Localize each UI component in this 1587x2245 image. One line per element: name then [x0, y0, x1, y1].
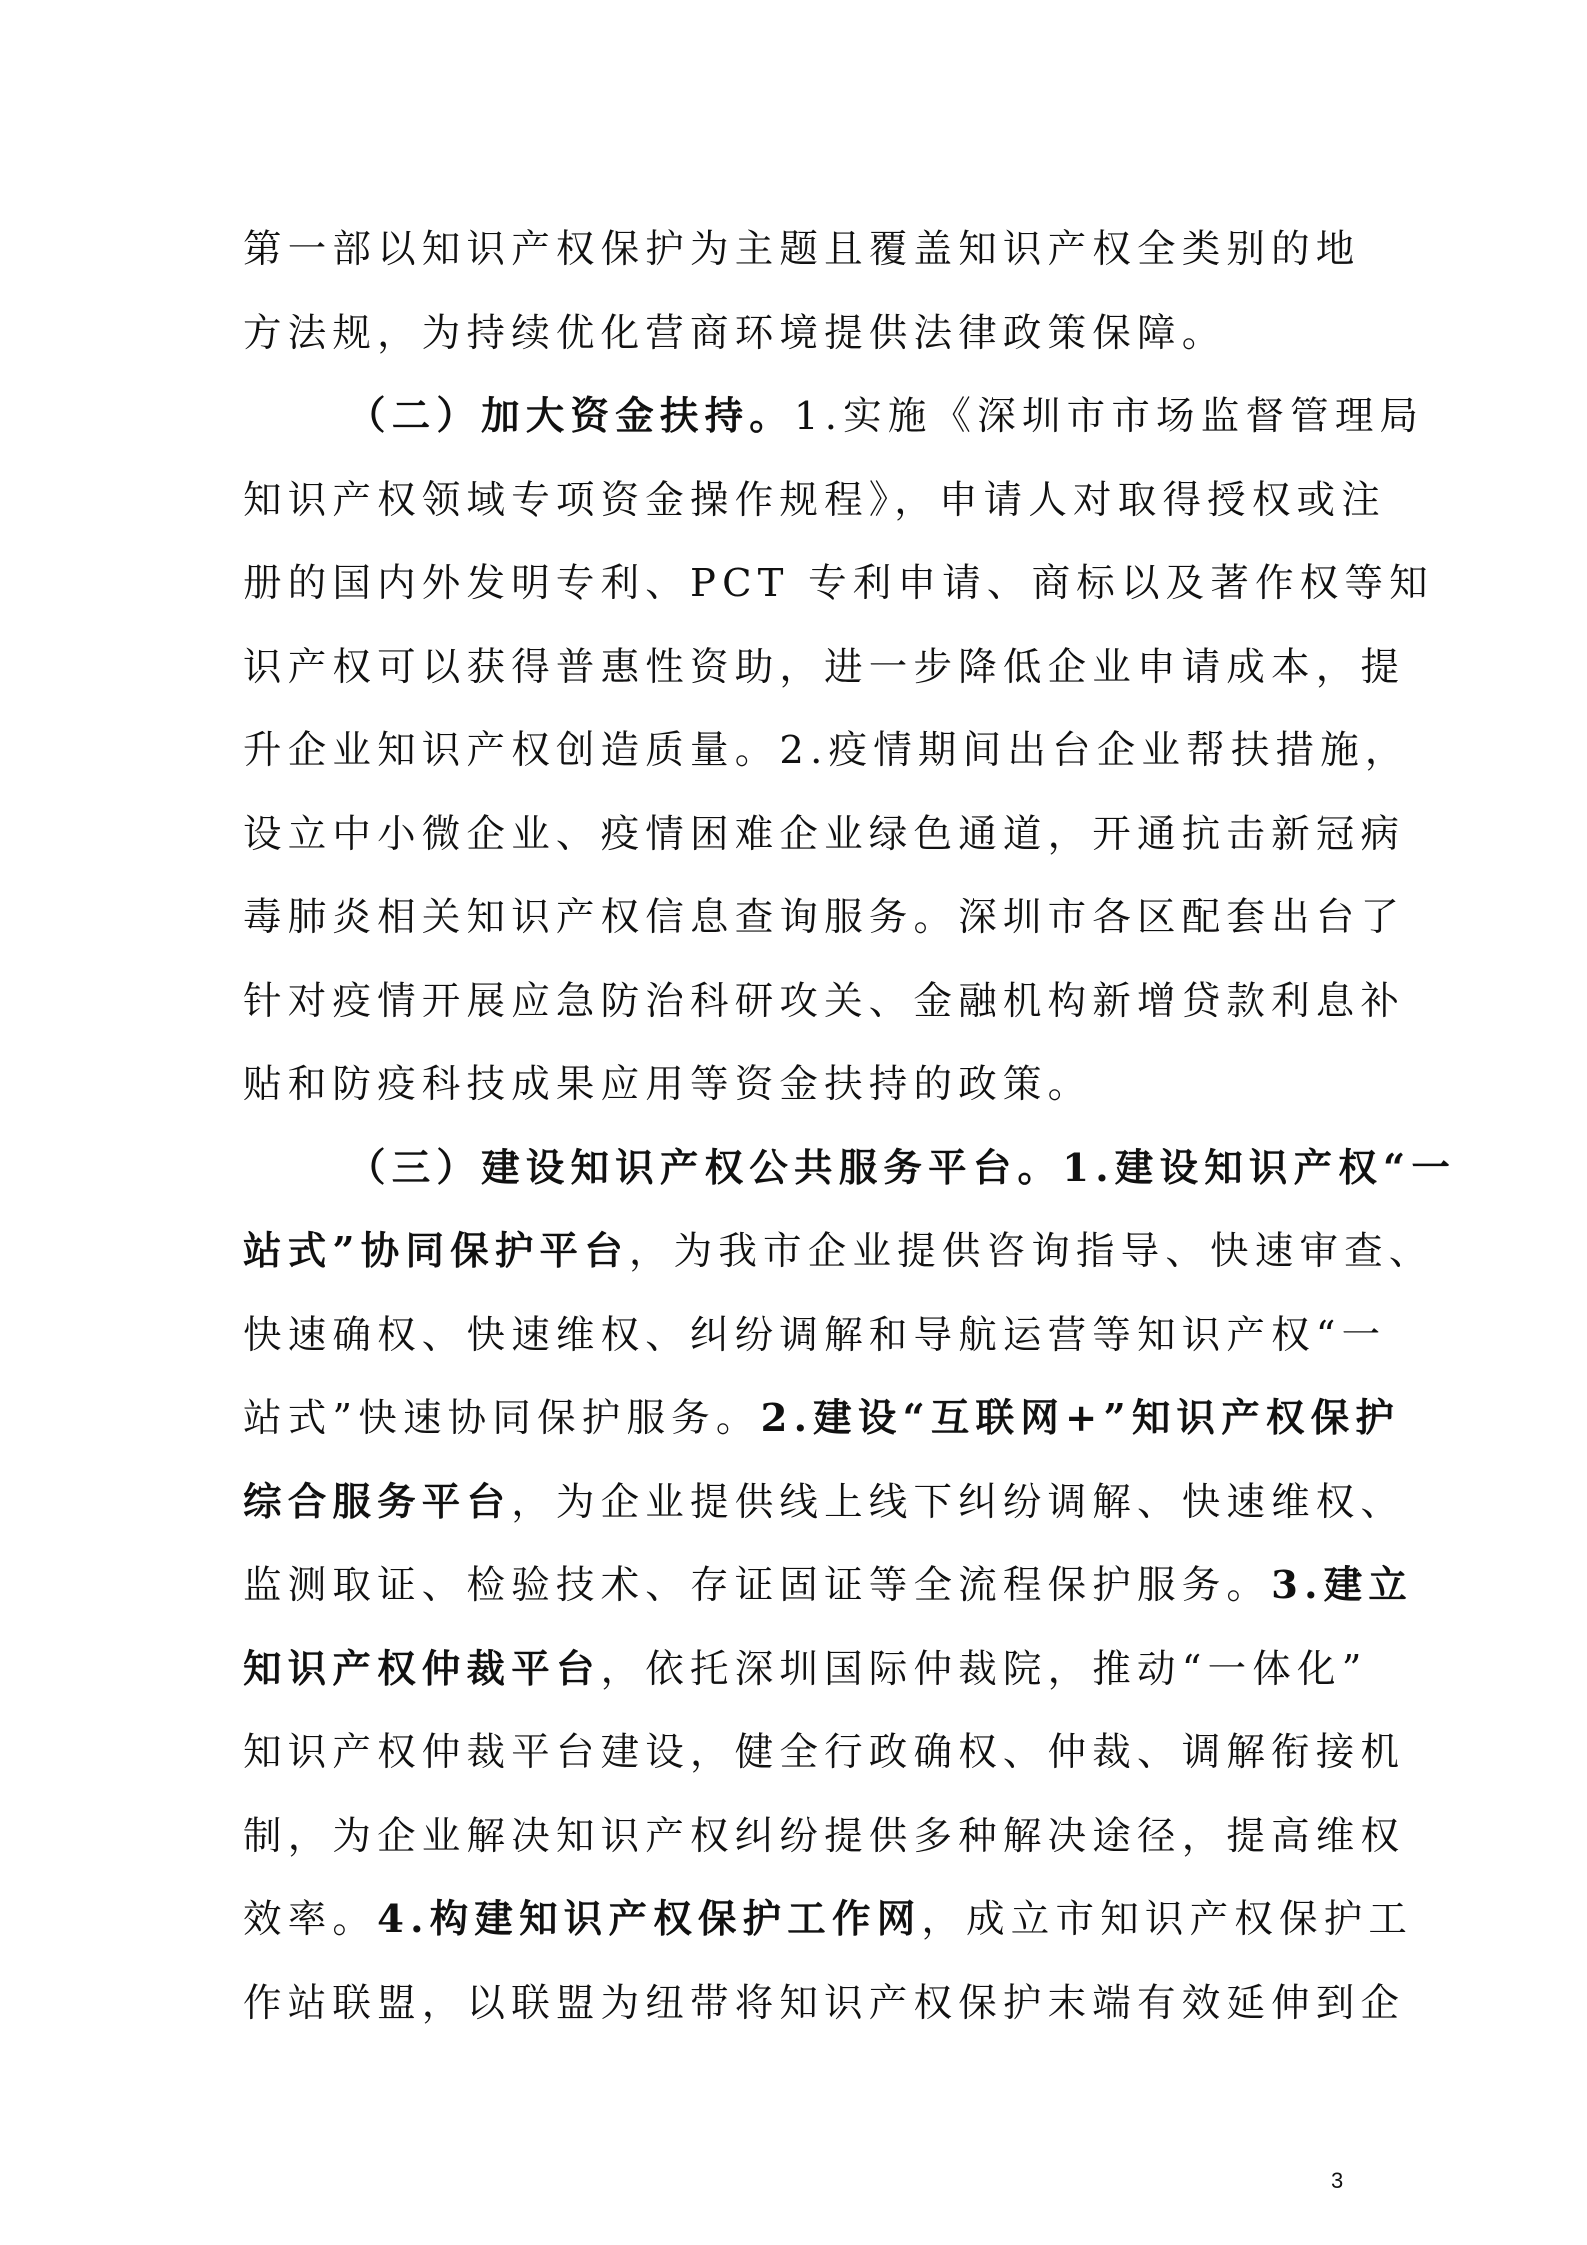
text-line [243, 1628, 1368, 1712]
text-line: 快速确权、快速维权、纠纷调解和导航运营等知识产权“一 [243, 1312, 1387, 1358]
bold-span: 站式”协同保护平台 [243, 1229, 629, 1274]
text-line [243, 375, 1425, 459]
text-line [243, 1127, 1457, 1211]
text-line: 毒肺炎相关知识产权信息查询服务。深圳市各区配套出台了 [243, 895, 1406, 940]
text-line: 方法规，为持续优化营商环境提供法律政策保障。 [243, 310, 1227, 356]
text-span: ，成立市知识产权保护工 [921, 1897, 1414, 1942]
text-line [243, 1377, 1401, 1461]
bold-span: 3.建立 [1271, 1563, 1414, 1608]
text-line [243, 1544, 1414, 1628]
text-line: 作站联盟，以联盟为纽带将知识产权保护末端有效延伸到企 [243, 1980, 1406, 2026]
text-line: 识产权可以获得普惠性资助，进一步降低企业申请成本，提 [243, 644, 1406, 690]
text-line [243, 1878, 1414, 1962]
text-span: ，为我市企业提供咨询指导、快速审查、 [628, 1229, 1434, 1274]
text-line: 贴和防疫科技成果应用等资金扶持的政策。 [243, 1062, 1093, 1107]
section-heading: （三）建设知识产权公共服务平台。1.建设知识产权“一 [347, 1145, 1457, 1191]
text-line [243, 1210, 1434, 1294]
bold-span: 2.建设“互联网+”知识产权保护 [760, 1396, 1401, 1441]
text-span: 站式”快速协同保护服务。 [243, 1396, 761, 1441]
text-line: 升企业知识产权创造质量。2.疫情期间出台企业帮扶措施， [243, 728, 1410, 773]
text-line: 知识产权领域专项资金操作规程》，申请人对取得授权或注 [243, 477, 1386, 523]
bold-span: 知识产权仲裁平台 [243, 1646, 601, 1692]
text-span: ，依托深圳国际仲裁院，推动“一体化” [600, 1646, 1368, 1692]
text-span: 1.实施《深圳市市场监督管理局 [794, 394, 1425, 439]
text-span: 监测取证、检验技术、存证固证等全流程保护服务。 [243, 1563, 1272, 1608]
bold-span: 综合服务平台 [243, 1479, 512, 1525]
body-text [243, 208, 1457, 2045]
text-span: 效率。 [243, 1897, 378, 1942]
text-span: ，为企业提供线上线下纠纷调解、快速维权、 [511, 1479, 1406, 1525]
section-heading: （二）加大资金扶持。 [347, 394, 795, 439]
text-line: 设立中小微企业、疫情困难企业绿色通道，开通抗击新冠病 [243, 811, 1406, 857]
bold-span: 4.构建知识产权保护工作网 [377, 1897, 922, 1942]
text-line: 针对疫情开展应急防治科研攻关、金融机构新增贷款利息补 [243, 978, 1406, 1024]
text-line: 知识产权仲裁平台建设，健全行政确权、仲裁、调解衔接机 [243, 1730, 1406, 1775]
page-number: 3 [1331, 2168, 1344, 2193]
text-line: 制，为企业解决知识产权纠纷提供多种解决途径，提高维权 [243, 1813, 1406, 1859]
text-line: 册的国内外发明专利、PCT 专利申请、商标以及著作权等知 [243, 561, 1434, 606]
text-line: 第一部以知识产权保护为主题且覆盖知识产权全类别的地 [243, 227, 1361, 272]
text-line [243, 1461, 1406, 1545]
